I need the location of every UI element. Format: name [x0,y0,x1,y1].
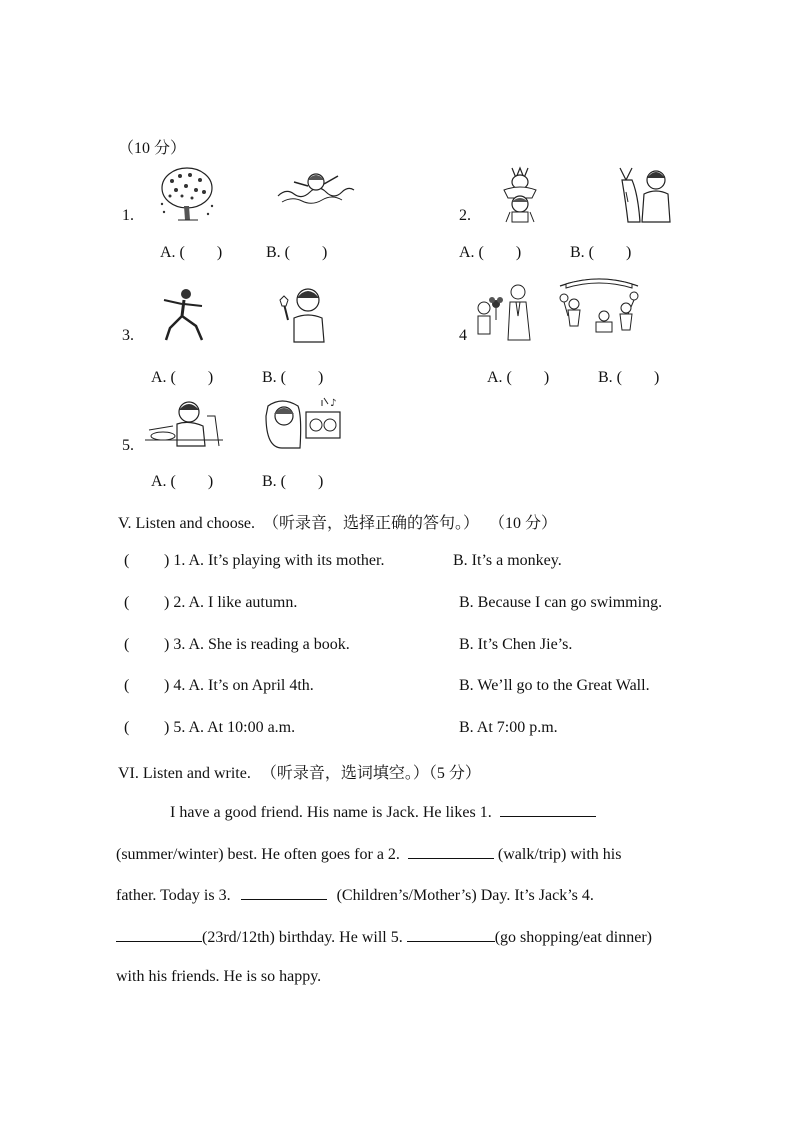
q2-option-a: ) 2. A. I like autumn. [164,594,298,611]
item-4-option-a[interactable]: A. ( ) [487,369,550,386]
item-1-option-a[interactable]: A. ( ) [160,244,223,261]
passage-line-3 [116,885,594,905]
q5-option-a: ) 5. A. At 10:00 a.m. [164,719,296,736]
blank-3[interactable] [241,885,327,900]
passage-text-4a: (23rd/12th) birthday. He will 5. [202,929,403,946]
passage-line-5: with his friends. He is so happy. [116,968,322,985]
tree-autumn-icon [158,166,216,222]
item-5-option-b[interactable]: B. ( ) [262,473,324,490]
item-3-number: 3. [122,327,134,344]
q5-answer-paren[interactable]: ( [124,719,130,736]
passage-text-3b: (Children’s/Mother’s) Day. It’s Jack’s 4. [336,887,594,904]
q4-answer-paren[interactable]: ( [124,677,130,694]
item-1-number: 1. [122,207,134,224]
q5-option-b: B. At 7:00 p.m. [459,719,558,736]
boy-waving-icon [276,284,330,344]
item-2-option-a[interactable]: A. ( ) [459,244,522,261]
q3-option-a: ) 3. A. She is reading a book. [164,636,350,653]
blank-2[interactable] [408,844,494,859]
q1-option-a: ) 1. A. It’s playing with its mother. [164,552,385,569]
section-5-instruction: （听录音，选择正确的答句。） [263,515,480,532]
passage-text-2a: (summer/winter) best. He often goes for a 2. [116,846,400,863]
section-score: （10 分） [118,140,187,157]
item-2-number: 2. [459,207,471,224]
boy-eating-icon [143,396,225,452]
kangaroo-girl-icon [490,164,550,224]
passage-text-4b: (go shopping/eat dinner) [494,929,652,946]
item-1-option-b[interactable]: B. ( ) [266,244,328,261]
q3-answer-paren[interactable]: ( [124,636,130,653]
section-5-title: V. Listen and choose. [118,515,256,532]
man-kung-fu-icon [158,286,212,342]
q1-option-b: B. It’s a monkey. [453,552,562,569]
item-3-option-b[interactable]: B. ( ) [262,369,324,386]
item-3-option-a[interactable]: A. ( ) [151,369,214,386]
svg-text:♪: ♪ [330,398,337,409]
blank-5[interactable] [407,927,495,942]
q2-answer-paren[interactable]: ( [124,594,130,611]
family-flowers-icon [472,282,536,342]
girl-swimming-icon [276,168,356,208]
passage-line-4 [116,927,652,947]
q4-option-b: B. We’ll go to the Great Wall. [459,677,650,694]
dog-boy-icon [614,164,674,224]
passage-line-2 [116,844,621,864]
section-6-instruction: （听录音，选词填空。）（5 分） [260,765,481,782]
item-5-option-a[interactable]: A. ( ) [151,473,214,490]
item-2-option-b[interactable]: B. ( ) [570,244,632,261]
q1-answer-paren[interactable]: ( [124,552,130,569]
passage-text-3a: father. Today is 3. [116,887,231,904]
section-5-score: （10 分） [489,515,558,532]
q3-option-b: B. It’s Chen Jie’s. [459,636,573,653]
girl-music-icon [262,396,344,452]
blank-4[interactable] [116,927,202,942]
q2-option-b: B. Because I can go swimming. [459,594,663,611]
birthday-party-icon [556,272,642,338]
passage-text-2b: (walk/trip) with his [497,846,622,863]
item-5-number: 5. [122,437,134,454]
item-4-number: 4 [459,327,467,344]
blank-1[interactable] [500,802,596,817]
q4-option-a: ) 4. A. It’s on April 4th. [164,677,314,694]
section-6-title: VI. Listen and write. [118,765,251,782]
passage-text-1: I have a good friend. His name is Jack. He likes 1. [170,804,492,821]
section-5-heading [118,510,557,533]
passage-line-1 [170,802,596,822]
section-6-heading [118,760,481,783]
item-4-option-b[interactable]: B. ( ) [598,369,660,386]
